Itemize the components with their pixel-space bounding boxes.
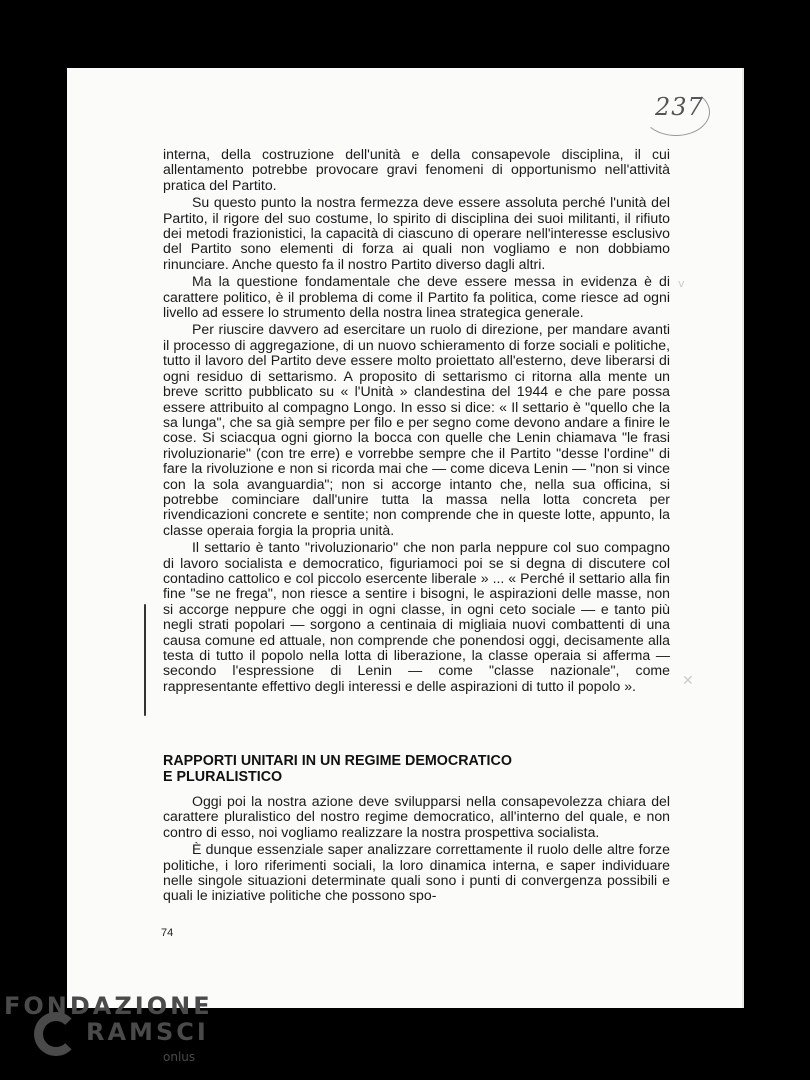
paragraph: Ma la questione fondamentale che deve essere messa in evidenza è di carattere politico, è il problema di come il Partito fa politica, come riesce ad ogni livello ad essere lo strumento della nostra linea strategica generale. <box>163 273 670 321</box>
section-heading-line: E PLURALISTICO <box>163 769 283 785</box>
body-text-top <box>163 147 670 694</box>
body-text-bottom <box>163 794 670 904</box>
margin-mark: ⅴ <box>678 278 685 290</box>
watermark-g-logo <box>34 1012 78 1056</box>
paragraph: interna, della costruzione dell'unità e della consapevole disciplina, il cui allentamento potrebbe provocare gravi fenomeni di opportunismo nell'attività pratica del Partito. <box>163 146 670 193</box>
paragraph: Su questo punto la nostra fermezza deve essere assoluta perché l'unità del Partito, il rigore del suo costume, lo spirito di disciplina dei suoi militanti, il rifiuto dei metodi frazionistici, la capacità di ciascuno di operare nell'interesse esclusivo del Partito sono elementi di forza ai quali non vogliamo e non dobbiamo rinunciare. Anche questo fa il nostro Partito diverso dagli altri. <box>163 194 670 272</box>
watermark-line1: FONDAZIONE <box>4 992 213 1020</box>
watermark-line2: RAMSCI <box>86 1018 209 1046</box>
margin-annotation-bar <box>144 604 146 716</box>
section-heading-line: RAPPORTI UNITARI IN UN REGIME DEMOCRATICO <box>163 753 512 769</box>
handwritten-page-number: 237 <box>655 93 704 121</box>
watermark-line3: onlus <box>163 1050 196 1064</box>
section-heading <box>163 753 670 785</box>
paragraph: È dunque essenziale saper analizzare correttamente il ruolo delle altre forze politiche, i loro riferimenti sociali, la loro dinamica interna, e saper individuare nelle singole situazioni determinate quali sono i punti di convergenza possibili e quali le iniziative politiche che possono spo- <box>163 841 670 904</box>
page-folio: 74 <box>161 927 174 939</box>
margin-mark: ✕ <box>682 672 694 688</box>
paragraph: Il settario è tanto "rivoluzionario" che non parla neppure col suo compagno di lavoro socialista e democratico, figuriamoci poi se si degna di discutere col contadino cattolico e col piccolo esercente liberale » ... « Perché il settario alla fin fine "se ne frega", non riesce a sentire i bisogni, le aspirazioni delle masse, non si accorge neppure che oggi in ogni classe, in ogni ceto sociale — e tanto più negli strati popolari — sorgono a centinaia di migliaia nuovi combattenti di una causa comune ed attuale, non comprende che ponendosi oggi, decisamente alla testa di tutto il popolo nella lotta di liberazione, la classe operaia si afferma — secondo l'espressione di Lenin — come "classe nazionale", come rappresentante effettivo degli interessi e delle aspirazioni di tutto il popolo ». <box>163 539 670 694</box>
paragraph: Per riuscire davvero ad esercitare un ruolo di direzione, per mandare avanti il processo di aggregazione, di un nuovo schieramento di forze sociali e politiche, tutto il lavoro del Partito deve essere molto proiettato all'esterno, deve liberarsi di ogni residuo di settarismo. A proposito di settarismo ci ritorna alla mente un breve scritto pubblicato su « l'Unità » clandestina del 1944 e che pare possa essere attribuito al compagno Longo. In esso si dice: « Il settario è "quello che la sa lunga", che sa già sempre per filo e per segno come devono andare a finire le cose. Si sciacqua ogni giorno la bocca con quelle che Lenin chiamava "le frasi rivoluzionarie" (con tre erre) e vorrebbe sempre che il Partito "desse l'ordine" di fare la rivoluzione e non si ricorda mai che — come diceva Lenin — "non si vince con la sola avanguardia"; non si accorge intanto che, nella sua officina, si potrebbe cominciare dall'unire tutta la massa nella lotta concreta per rivendicazioni concrete e sentite; non comprende che in queste lotte, appunto, la classe operaia forgia la propria unità. <box>163 321 670 538</box>
paragraph: Oggi poi la nostra azione deve svilupparsi nella consapevolezza chiara del carattere pluralistico del nostro regime democratico, all'interno del quale, e non contro di esso, noi vogliamo realizzare la nostra prospettiva socialista. <box>163 793 670 840</box>
